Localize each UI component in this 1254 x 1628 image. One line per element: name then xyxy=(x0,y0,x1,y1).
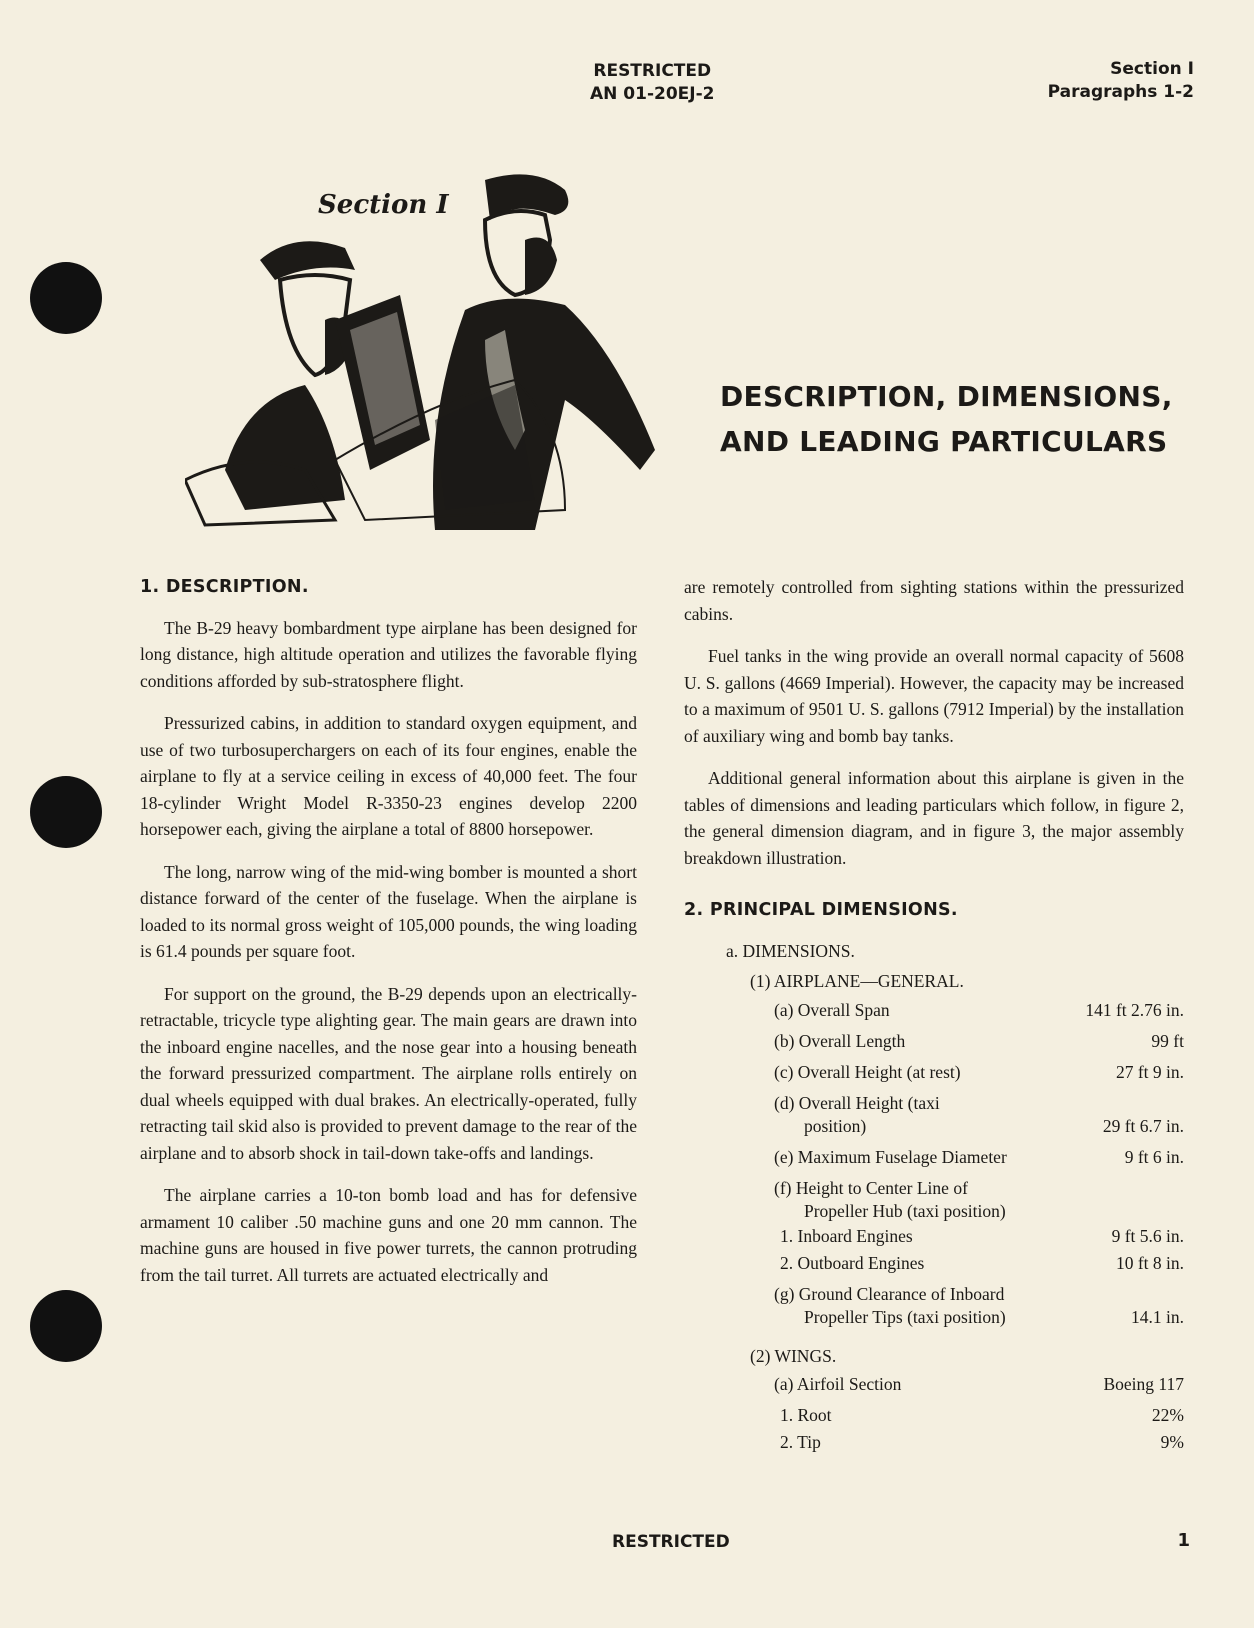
footer-classification: RESTRICTED xyxy=(612,1532,730,1552)
header-paragraphs: Paragraphs 1-2 xyxy=(1047,82,1194,102)
dimension-row xyxy=(774,1373,1184,1396)
dimension-label xyxy=(774,1283,1006,1329)
two-men-reading-illustration xyxy=(185,170,705,550)
dimension-label-line: (d) Overall Height (taxi xyxy=(774,1092,940,1113)
dimension-value: 141 ft 2.76 in. xyxy=(1085,999,1184,1020)
dimension-value: 22% xyxy=(1151,1405,1184,1425)
dimension-label-cont: position) xyxy=(804,1115,867,1136)
dimension-row xyxy=(780,1225,1184,1248)
paragraph: Additional general information about this airplane is given in the tables of dimensions and leading particulars which follow, in figure 2, the general dimension diagram, and in figure 3, the major assembly breakdown illustration. xyxy=(684,768,1184,868)
paragraph: The B-29 heavy bombardment type airplane has been designed for long distance, high altitude operation and utilizes the favorable flying conditions afforded by sub-stratosphere flight. xyxy=(140,617,637,691)
dimension-label: 2. Tip xyxy=(780,1432,821,1452)
dimension-row xyxy=(774,999,1184,1022)
subheading-wings: (2) WINGS. xyxy=(750,1345,837,1366)
dimension-label: (e) Maximum Fuselage Diameter xyxy=(774,1146,1007,1167)
dimension-label: 1. Root xyxy=(780,1405,832,1425)
page-number: 1 xyxy=(1177,1530,1190,1551)
dimension-value: 29 ft 6.7 in. xyxy=(1102,1115,1184,1136)
paragraph-continuation: are remotely controlled from sighting stations within the pressurized cabins. xyxy=(684,577,1184,624)
dimension-label: (a) Airfoil Section xyxy=(774,1374,902,1394)
dimension-label: (b) Overall Length xyxy=(774,1030,906,1051)
dimension-row xyxy=(774,1177,1184,1223)
dimension-label-cont: Propeller Hub (taxi position) xyxy=(804,1200,1006,1221)
dimension-row xyxy=(780,1404,1184,1427)
dimension-label: 1. Inboard Engines xyxy=(780,1225,913,1246)
dimension-label xyxy=(774,1092,940,1138)
dimension-row xyxy=(774,1061,1184,1084)
header-right xyxy=(1048,58,1194,104)
paragraph: The airplane carries a 10-ton bomb load and has for defensive armament 10 caliber .50 machine guns and one 20 mm cannon. The machine guns are housed in five power turrets, the cannon protruding from the tail turret. All turrets are actuated electrically and xyxy=(140,1185,637,1285)
dimension-value: 14.1 in. xyxy=(1131,1306,1184,1327)
dimension-row xyxy=(780,1431,1184,1454)
dimension-value: 99 ft xyxy=(1151,1030,1184,1051)
paragraph: Fuel tanks in the wing provide an overall normal capacity of 5608 U. S. gallons (4669 Imperial). However, the capacity may be increased to a maximum of 9501 U. S. gallons (7912 Imperial) by the installation of auxiliary wing and bomb bay tanks. xyxy=(684,646,1184,746)
dimension-value: 9% xyxy=(1160,1432,1184,1452)
title-line-2: AND LEADING PARTICULARS xyxy=(720,425,1168,458)
header-classification: RESTRICTED xyxy=(593,61,712,81)
left-column xyxy=(140,574,637,1304)
dimension-value: 27 ft 9 in. xyxy=(1115,1061,1184,1082)
heading-description: 1. DESCRIPTION. xyxy=(140,577,309,597)
section-title xyxy=(720,374,1173,464)
paragraph: For support on the ground, the B-29 depends upon an electrically-retractable, tricycle type alighting gear. The main gears are drawn into the inboard engine nacelles, and the nose gear into a housing beneath the forward pressurized compartment. The airplane rolls entirely on dual wheels equipped with dual brakes. An electrically-operated, fully retracting tail skid also is provided to prevent damage to the rear of the airplane and to absorb shock in tail-down take-offs and landings. xyxy=(140,983,637,1163)
header-doc-number: AN 01-20EJ-2 xyxy=(590,84,715,104)
section-script-label: Section I xyxy=(318,190,449,220)
dimension-row xyxy=(774,1092,1184,1138)
dimension-row xyxy=(774,1030,1184,1053)
dimension-value: Boeing 117 xyxy=(1103,1374,1184,1394)
heading-principal-dimensions: 2. PRINCIPAL DIMENSIONS. xyxy=(684,900,958,920)
subheading-dimensions: a. DIMENSIONS. xyxy=(726,940,855,961)
dimension-label-line: (g) Ground Clearance of Inboard xyxy=(774,1283,1005,1304)
dimension-value: 9 ft 6 in. xyxy=(1124,1146,1184,1167)
dimension-row xyxy=(780,1252,1184,1275)
dimension-value: 9 ft 5.6 in. xyxy=(1111,1225,1184,1246)
header-section: Section I xyxy=(1110,59,1194,79)
binder-hole-middle xyxy=(30,776,102,848)
paragraph: Pressurized cabins, in addition to standard oxygen equipment, and use of two turbosuperchargers on each of its four engines, enable the airplane to fly at a service ceiling in excess of 40,000 feet. The four 18-cylinder Wright Model R-3350-23 engines develop 2200 horsepower each, giving the airplane a total of 8800 horsepower. xyxy=(140,713,637,839)
dimension-row xyxy=(774,1283,1184,1329)
dimension-label-line: (f) Height to Center Line of xyxy=(774,1177,968,1198)
right-column xyxy=(684,574,1184,1458)
dimension-label xyxy=(774,1177,1006,1223)
title-line-1: DESCRIPTION, DIMENSIONS, xyxy=(720,380,1173,413)
dimension-label-cont: Propeller Tips (taxi position) xyxy=(804,1306,1006,1327)
binder-hole-bottom xyxy=(30,1290,102,1362)
subheading-airplane-general: (1) AIRPLANE—GENERAL. xyxy=(750,971,964,991)
dimension-label: 2. Outboard Engines xyxy=(780,1252,925,1273)
paragraph: The long, narrow wing of the mid-wing bomber is mounted a short distance forward of the center of the fuselage. When the airplane is loaded to its normal gross weight of 105,000 pounds, the wing loading is 61.4 pounds per square foot. xyxy=(140,861,637,961)
header-left xyxy=(590,60,715,106)
dimension-label: (a) Overall Span xyxy=(774,999,890,1020)
dimension-value: 10 ft 8 in. xyxy=(1115,1252,1184,1273)
binder-hole-top xyxy=(30,262,102,334)
dimension-row xyxy=(774,1146,1184,1169)
dimension-label: (c) Overall Height (at rest) xyxy=(774,1061,961,1082)
